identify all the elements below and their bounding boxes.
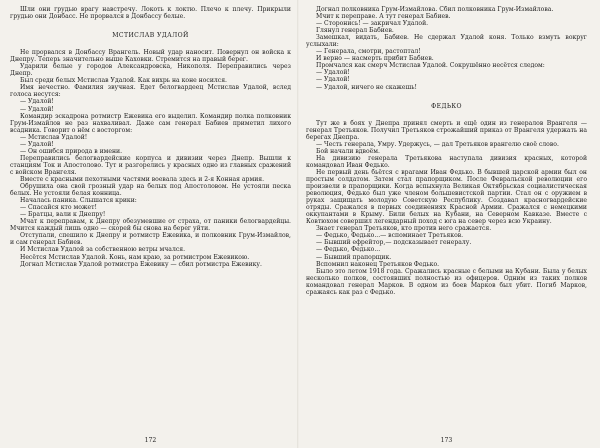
left-pre-paragraph: Шли они грудью врагу навстречу. Локоть к локтю. Плечо к плечу. Прикрыли грудью они Донбасс. Не прорвался в Донбассу белые.: [10, 6, 291, 21]
right-pre-paragraph: — Удалой, ничего не скажешь!: [316, 83, 417, 91]
right-body-paragraph: — Федько, Федько...— вспоминает Третьяков.: [316, 232, 464, 240]
right-pre-paragraph: Глянул генерал Бабиев.: [316, 27, 394, 35]
right-body-paragraph: Знает генерал Третьяков, кто против него сражается.: [316, 225, 492, 233]
left-body-paragraph: Не прорвался в Донбассу Врангель. Новый удар наносит. Повернул он войска к Днепру. Теперь значительно выше Каховки. Стремится на правый берег.: [10, 49, 291, 64]
right-pre-paragraph: — Удалой!: [316, 69, 350, 77]
right-pre-paragraph: — Удалой!: [316, 76, 350, 84]
right-body-paragraph: — Бывший прапорщик.: [316, 253, 392, 261]
right-pre-paragraph: Мчит к переправе. А тут генерал Бабиев.: [316, 13, 451, 21]
right-body-paragraph: Тут же в боях у Днепра принял смерть и ещё один из генералов Врангеля — генерал Третьяков. Получил Третьяков строжайший приказ от Врангеля удержать на берегах Днепра.: [306, 119, 587, 141]
left-body-paragraph: Ударили белые у городов Александровска, Никополя. Переправились через Днепр.: [10, 63, 291, 78]
left-body-paragraph: Догнал Мстислав Удалой ротмистра Ежевику — сбил ротмистра Ежевику.: [20, 260, 262, 268]
left-body-paragraph: — Удалой!: [20, 98, 54, 106]
left-body-paragraph: Несётся Мстислав Удалой. Конь, нам краю, за ротмистром Ежевикою.: [20, 253, 250, 261]
right-body-paragraph: Не первый день бьётся с врагами Иван Федько. В бывшей царской армии был он простым солдатом. Затем стал прапорщиком. После Февральской революции его произвели в прапорщики. Когда вспыхнула Великая Октябрьская социалистическая революция, Федько был уже членом большевистской партии. Стал он с оружием в руках защищать молодую Советскую Республику. Создавал красногвардейские отряды. Сражался в первых соединениях Красной Армии. Сражался с немецкими оккупантами в Крыму. Били белых на Кубани, на Северном Кавказе. Вместе с Ковтюхом совершил легендарный поход с юга на север через всю Украину.: [306, 168, 587, 226]
right-pre-paragraph: И верно — насмерть прибит Бабиев.: [316, 55, 434, 63]
left-body-paragraph: Командир эскадрона ротмистр Ежевика его выделил. Командир полка полковник Грум-Измайлов не раз нахваливал. Даже сам генерал Бабиев приметил лихого всадника. Говорит о нём с восторгом:: [10, 112, 291, 134]
book-gutter: [297, 0, 299, 448]
left-body-paragraph: Отступали, спешило к Днепру и ротмистр Ежевика, и полковник Грум-Измайлов, и сам генерал Бабиев.: [10, 232, 291, 247]
left-body-paragraph: Мчат к переправам, к Днепру обезумевшие от страха, от паники белогвардейцы. Мчится каждый лишь одно — скорей бы снова на берег уйти.: [10, 218, 291, 233]
right-page: [306, 6, 587, 444]
right-pre-paragraph: Промчался как смерч Мстислав Удалой. Сокрушённо несётся следом:: [316, 62, 545, 70]
right-body-paragraph: — Бывший ефрейтор,— подсказывает генералу.: [316, 239, 472, 247]
right-section-title: ФЕДЬКО: [431, 102, 462, 110]
left-page-pre: [10, 6, 291, 20]
left-body-paragraph: — Он ошибся природа в имени.: [20, 147, 123, 155]
right-pre-paragraph: — Сторонись! — закричал Удалой.: [316, 20, 429, 28]
left-body-paragraph: Началась паника. Слышатся крики:: [20, 197, 137, 205]
right-page-number: 173: [440, 436, 453, 444]
right-body-paragraph: Было это летом 1918 года. Сражались красные с белыми на Кубани. Была у белых несколько полков, состоявших полностью из офицеров. Одним из таких полков командовал генерал Марков. В одном из боев Марков был убит. Погиб Марков, сражаясь как раз с Федько.: [306, 267, 587, 296]
left-body-paragraph: — Удалой!: [20, 105, 54, 113]
left-body-paragraph: — Спасайся кто может!: [20, 204, 97, 212]
right-page-pre: [306, 6, 587, 91]
left-body-paragraph: — Мстислав Удалой!: [20, 133, 88, 141]
left-body-paragraph: Обрушила она свой грозный удар на белых под Апостоловом. Не устояли песка белых. Не устояли белая конница.: [10, 183, 291, 198]
right-body-paragraph: На дивизию генерала Третьякова наступала дивизия красных, которой командовал Иван Федько.: [306, 154, 587, 169]
right-body-paragraph: Бой начали вдвоём.: [316, 147, 380, 155]
left-body-paragraph: Имя нечестно. Фамилия звучная. Едет белогвардеец Мстислав Удалой, вслед голоса несутся:: [10, 84, 291, 99]
left-body-paragraph: И Мстислав Удалой за собственною ветры мчался.: [20, 246, 186, 254]
left-page-body: [10, 49, 291, 267]
right-pre-paragraph: — Генерала, смотри, растоптал!: [316, 48, 421, 56]
left-body-paragraph: Вместе с красными пехотными частями воевала здесь и 2-я Конная армия.: [20, 175, 265, 183]
right-page-body: [306, 120, 587, 296]
left-page-number: 172: [144, 436, 157, 444]
right-body-paragraph: — Федько, Федько...: [316, 246, 381, 254]
left-page: [10, 6, 291, 444]
right-pre-paragraph: Догнал полковника Грум-Измайлова. Сбил полковника Грум-Измайлова.: [316, 6, 554, 13]
right-pre-paragraph: Замешкал, видать, Бабиев. Не сдержал Удалой коня. Только взмуть вокруг услыхали:: [306, 34, 587, 49]
left-section-title: МСТИСЛАВ УДАЛОЙ: [112, 32, 189, 40]
right-body-paragraph: — Честь генерала, Умру. Удержусь, — дал Третьяков врангелю своё слово.: [316, 140, 559, 148]
left-body-paragraph: Переправились белогвардейские корпуса и дивизии через Днепр. Вышли к станциям Ток и Апостолово. Тут и разгорелись у красных одно из главных сражений с войском Врангеля.: [10, 154, 291, 176]
left-body-paragraph: Был среди белых Мстислав Удалой. Как вихрь на коне носился.: [20, 77, 227, 85]
left-body-paragraph: — Удалой!: [20, 140, 54, 148]
left-body-paragraph: — Братцы, вали к Днепру!: [20, 211, 106, 219]
right-body-paragraph: Вспомнил наконец Третьяков Федько.: [316, 260, 440, 268]
